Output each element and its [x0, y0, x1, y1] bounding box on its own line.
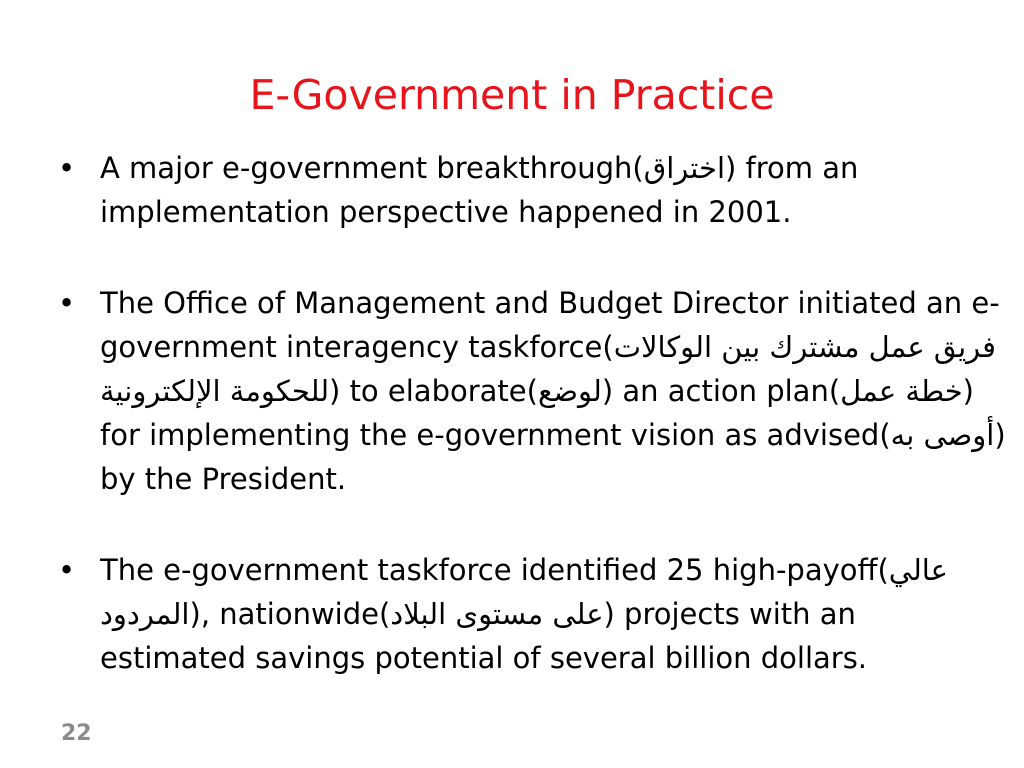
- bullet-text: The Office of Management and Budget Director initiated an e-government interagency taskforce(: [100, 286, 1000, 364]
- arabic-translation: عالي المردود: [100, 553, 948, 631]
- bullet-dot: •: [58, 553, 76, 587]
- bullet-text: ), nationwide(: [189, 597, 391, 631]
- bullet-item-1: [58, 146, 1008, 234]
- bullet-item-3: [58, 548, 1008, 680]
- bullet-dot: •: [58, 151, 76, 185]
- arabic-translation: فريق عمل مشترك بين الوكالات للحكومة الإلكترونية: [100, 330, 997, 408]
- bullet-list: [58, 146, 1008, 727]
- bullet-text: ) from an implementation perspective happened in 2001.: [100, 151, 859, 229]
- bullet-text: A major e-government breakthrough(: [100, 151, 644, 185]
- bullet-dot: •: [58, 286, 76, 320]
- bullet-text: ) projects with an estimated savings potential of several billion dollars.: [100, 597, 868, 675]
- arabic-translation: على مستوى البلاد: [390, 597, 604, 631]
- bullet-text: ) to elaborate(: [329, 374, 538, 408]
- arabic-translation: لوضع: [537, 374, 602, 408]
- page-number: 22: [61, 721, 92, 746]
- arabic-translation: أوصى به: [890, 418, 995, 452]
- slide-title: E-Government in Practice: [249, 71, 775, 120]
- arabic-translation: خطة عمل: [840, 374, 963, 408]
- bullet-item-2: [58, 281, 1008, 501]
- bullet-text: ) an action plan(: [601, 374, 841, 408]
- arabic-translation: اختراق: [643, 151, 725, 185]
- bullet-text: ) for implementing the e-government vision as advised(: [100, 374, 974, 452]
- bullet-text: The e-government taskforce identified 25 high-payoff(: [100, 553, 889, 587]
- bullet-text: ) by the President.: [100, 418, 1006, 496]
